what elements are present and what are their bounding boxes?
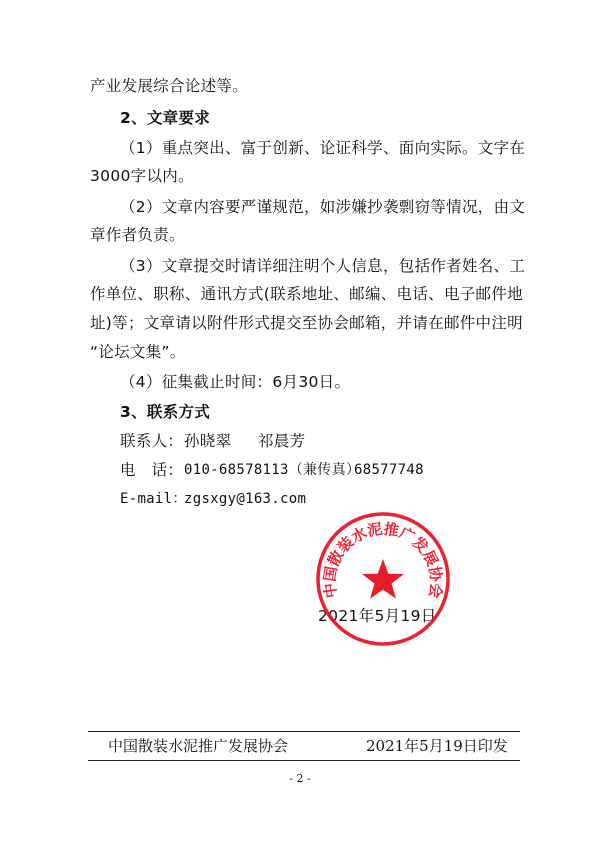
section-heading-requirements: 2、文章要求: [120, 109, 211, 127]
contact-name: 祁晨芳: [258, 432, 306, 450]
signature-date: 2021年5月19日: [318, 607, 437, 625]
page-number: - 2 -: [289, 772, 311, 785]
body-line: 章作者负责。: [90, 226, 185, 244]
contact-name: 孙晓翠: [184, 432, 232, 450]
body-line: （4）征集截止时间：6月30日。: [120, 373, 351, 391]
footer-bottom-rule: [88, 760, 520, 761]
phone-number: 010-68578113（兼传真）: [184, 462, 361, 478]
email-address: zgsxgy@163.com: [184, 491, 307, 507]
official-seal: [314, 510, 452, 648]
phone-label: 电 话：: [120, 461, 184, 479]
body-line: 3000字以内。: [90, 167, 194, 185]
body-line: 作单位、职称、通讯方式(联系地址、邮编、电话、电子邮件地: [90, 285, 523, 303]
footer-top-rule: [88, 731, 520, 732]
contact-label: 联系人：: [120, 432, 184, 450]
body-line: 产业发展综合论述等。: [90, 77, 249, 95]
seal-star-icon: [362, 559, 404, 599]
phone-number-2: 68577748: [354, 462, 424, 478]
body-line: “论坛文集”。: [90, 343, 186, 361]
footer-organization: 中国散装水泥推广发展协会: [108, 737, 289, 755]
body-line: （1）重点突出、富于创新、论证科学、面向实际。文字在: [120, 139, 526, 157]
body-line: （3）文章提交时请详细注明个人信息，包括作者姓名、工: [120, 257, 526, 275]
body-line: 址)等；文章请以附件形式提交至协会邮箱，并请在邮件中注明: [90, 314, 523, 332]
section-heading-contact: 3、联系方式: [120, 403, 211, 421]
seal-text: 中国散装水泥推广发展协会: [320, 519, 446, 600]
body-line: （2）文章内容要严谨规范，如涉嫌抄袭剽窃等情况，由文: [120, 198, 526, 216]
footer-issue-date: 2021年5月19日印发: [366, 737, 508, 755]
email-label: E-mail：: [120, 491, 187, 507]
